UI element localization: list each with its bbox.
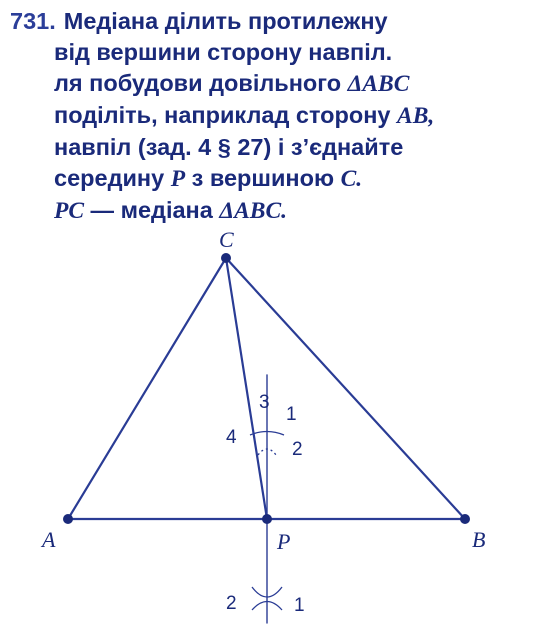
problem-line-6-text-b: з вершиною bbox=[185, 165, 341, 191]
problem-line-4-text: поділіть, наприклад сторону bbox=[54, 102, 398, 128]
problem-line-4 bbox=[10, 100, 530, 132]
problem-line-7-text: — медіана bbox=[84, 197, 220, 223]
problem-number: 731. bbox=[10, 8, 56, 34]
vertex-a-point bbox=[63, 514, 73, 524]
side-ab: AB, bbox=[397, 103, 435, 129]
arc-label-4: 4 bbox=[226, 427, 237, 448]
triangle-name-2: ΔABC. bbox=[219, 198, 287, 224]
side-ac bbox=[68, 258, 226, 519]
problem-line-2-text: від вершини сторону навпіл. bbox=[54, 39, 393, 65]
problem-line-5-text: навпіл (зад. 4 § 27) і з’єднайте bbox=[54, 134, 404, 160]
problem-text bbox=[10, 6, 530, 227]
triangle-name: ΔABC bbox=[347, 71, 410, 97]
problem-line-1 bbox=[10, 6, 530, 37]
arc-label-2-bottom: 2 bbox=[226, 593, 237, 614]
vertex-b-point bbox=[460, 514, 470, 524]
vertex-c-ref: C. bbox=[340, 166, 363, 192]
problem-line-3 bbox=[10, 68, 530, 100]
problem-line-2 bbox=[10, 37, 530, 68]
arc-label-1-top: 1 bbox=[286, 404, 297, 425]
arc-label-3: 3 bbox=[259, 392, 270, 413]
label-p: P bbox=[277, 529, 291, 554]
problem-line-7 bbox=[10, 195, 530, 227]
label-a: A bbox=[42, 527, 56, 552]
point-p-ref: P bbox=[170, 166, 186, 192]
label-c: C bbox=[219, 227, 234, 252]
arc-label-1-bottom: 1 bbox=[294, 595, 305, 616]
segment-pc-ref: PC bbox=[54, 198, 85, 224]
triangle-figure bbox=[0, 225, 535, 631]
problem-line-5 bbox=[10, 132, 530, 163]
problem-line-1-text: Медіана ділить протилежну bbox=[63, 8, 388, 34]
problem-line-6 bbox=[10, 163, 530, 195]
vertex-c-point bbox=[221, 253, 231, 263]
arc-label-2-top: 2 bbox=[292, 439, 303, 460]
problem-line-6-text-a: середину bbox=[54, 165, 171, 191]
problem-line-3-text: ля побудови довільного bbox=[54, 70, 348, 96]
label-b: B bbox=[472, 527, 486, 552]
midpoint-p-point bbox=[262, 514, 272, 524]
